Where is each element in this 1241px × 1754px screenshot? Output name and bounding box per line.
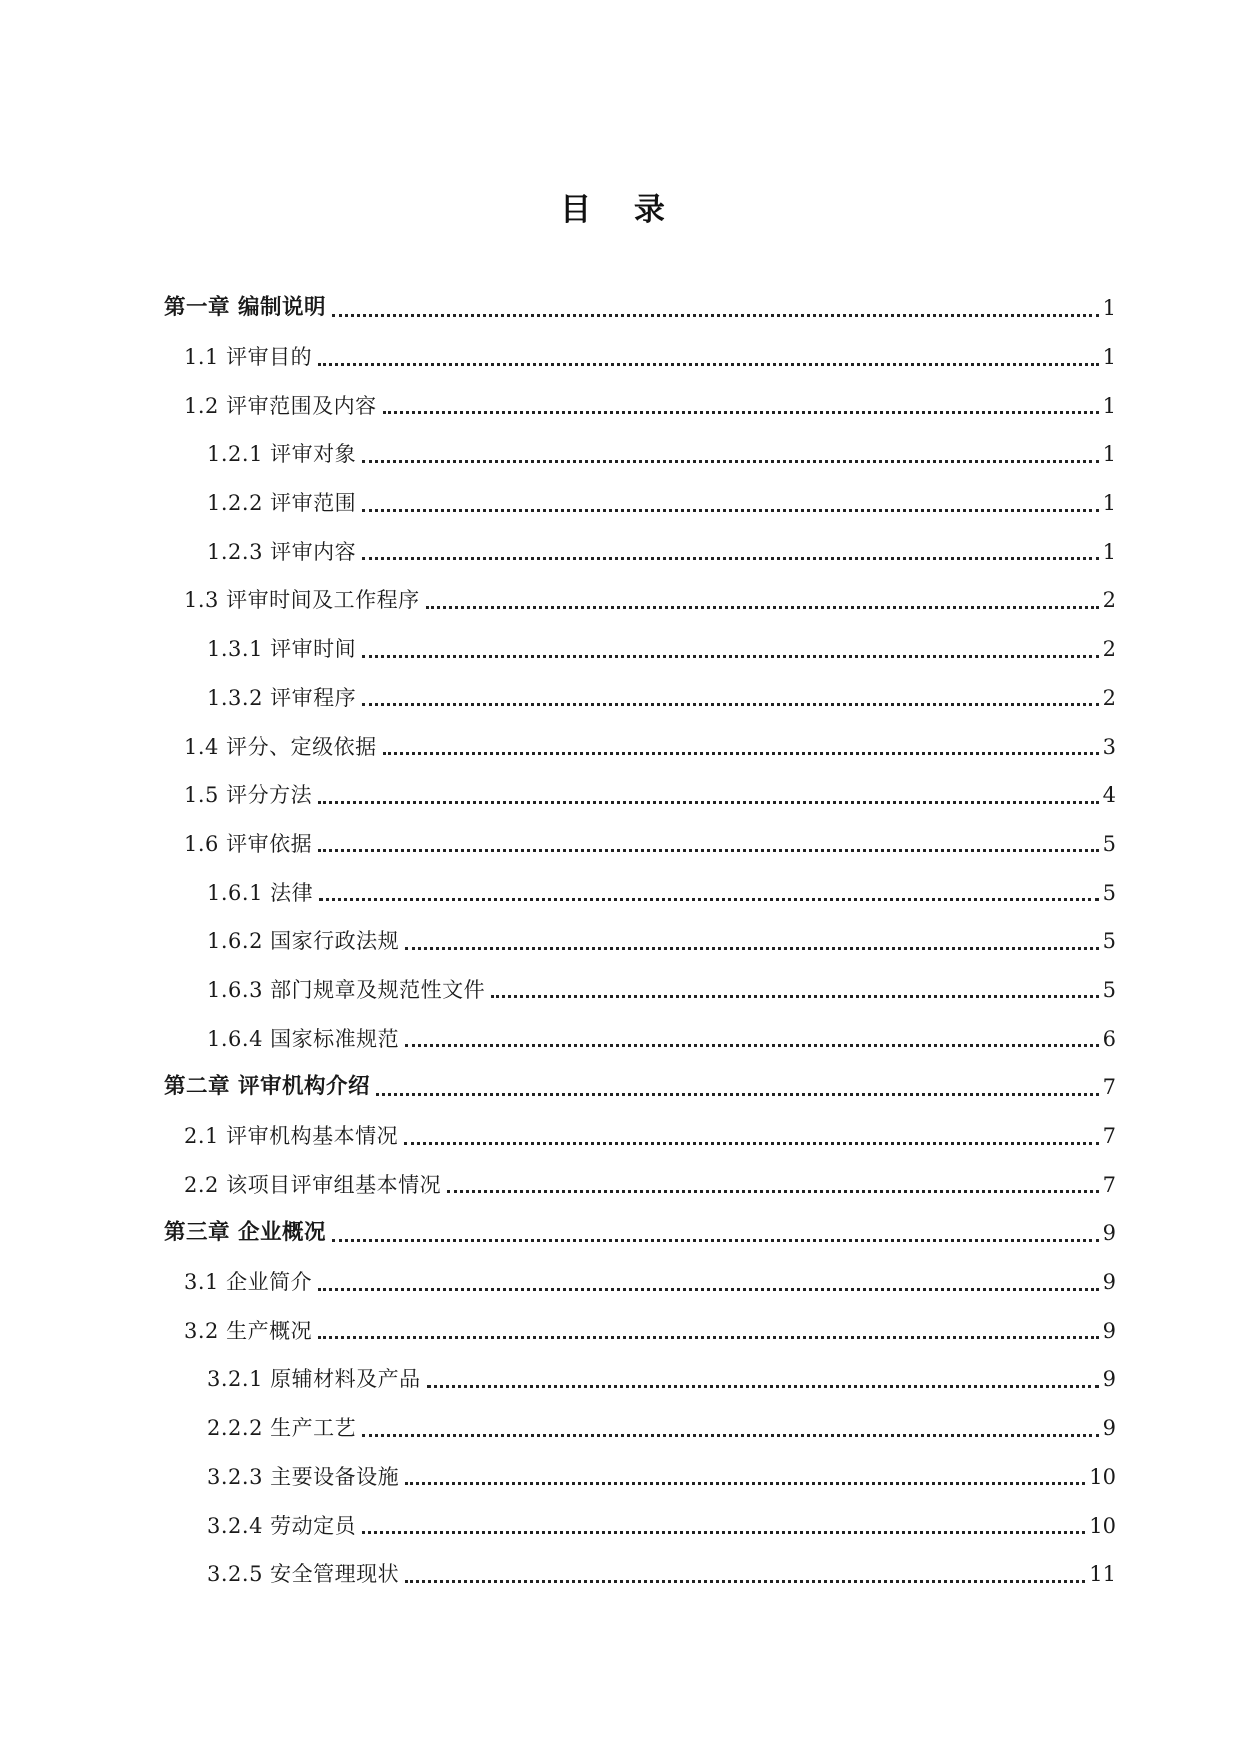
toc-page-number: 3	[1102, 734, 1116, 759]
toc-entry-text: 3.2.3 主要设备设施	[207, 1464, 400, 1489]
toc-entry[interactable]	[0, 1160, 1241, 1209]
toc-entry[interactable]	[0, 527, 1241, 576]
toc-dot-leader	[405, 1482, 1085, 1485]
toc-entry[interactable]	[0, 1209, 1241, 1258]
toc-dot-leader	[376, 1093, 1099, 1096]
toc-dot-leader	[362, 460, 1099, 463]
toc-dot-leader	[362, 1531, 1085, 1534]
toc-dot-leader	[383, 411, 1099, 414]
toc-entry[interactable]	[0, 1501, 1241, 1550]
toc-dot-leader	[447, 1190, 1099, 1193]
toc-page-number: 9	[1102, 1367, 1116, 1392]
toc-page-number: 7	[1102, 1172, 1116, 1197]
toc-dot-leader	[405, 1044, 1099, 1047]
toc-dot-leader	[318, 849, 1099, 852]
toc-entry[interactable]	[0, 625, 1241, 674]
toc-dot-leader	[383, 752, 1099, 755]
toc-dot-leader	[332, 1239, 1099, 1242]
toc-entry[interactable]	[0, 284, 1241, 333]
toc-entry[interactable]	[0, 1306, 1241, 1355]
toc-entry-text: 3.2.1 原辅材料及产品	[207, 1367, 421, 1392]
toc-entry-text: 第二章 评审机构介绍	[164, 1074, 370, 1100]
toc-page-number: 2	[1102, 685, 1116, 710]
toc-entry-text: 1.5 评分方法	[184, 783, 313, 808]
toc-entry[interactable]	[0, 917, 1241, 966]
toc-entry[interactable]	[0, 1014, 1241, 1063]
toc-dot-leader	[318, 1336, 1099, 1339]
toc-page-number: 4	[1102, 783, 1116, 808]
toc-dot-leader	[318, 801, 1099, 804]
toc-page-number: 9	[1102, 1318, 1116, 1343]
toc-entry-text: 1.6.1 法律	[207, 880, 314, 905]
toc-entry[interactable]	[0, 868, 1241, 917]
toc-entry[interactable]	[0, 1112, 1241, 1161]
toc-page-number: 5	[1102, 977, 1116, 1002]
toc-page-number: 10	[1089, 1513, 1116, 1538]
toc-dot-leader	[332, 314, 1099, 317]
toc-dot-leader	[319, 898, 1099, 901]
toc-entry-text: 3.2 生产概况	[184, 1318, 313, 1343]
toc-dot-leader	[362, 557, 1099, 560]
toc-page-number: 11	[1089, 1562, 1116, 1587]
toc-entry-text: 1.6.4 国家标准规范	[207, 1026, 400, 1051]
toc-entry-text: 1.6.2 国家行政法规	[207, 929, 400, 954]
toc-page-number: 1	[1102, 393, 1116, 418]
toc-page-number: 7	[1102, 1075, 1116, 1100]
toc-dot-leader	[362, 1434, 1099, 1437]
toc-dot-leader	[427, 1385, 1099, 1388]
toc-entry[interactable]	[0, 1063, 1241, 1112]
toc-page-number: 5	[1102, 880, 1116, 905]
toc-entry[interactable]	[0, 820, 1241, 869]
toc-entry[interactable]	[0, 381, 1241, 430]
toc-page-number: 1	[1102, 491, 1116, 516]
toc-title: 目 录	[560, 192, 681, 228]
toc-dot-leader	[318, 1288, 1099, 1291]
toc-entry-text: 1.6 评审依据	[184, 831, 313, 856]
toc-entry[interactable]	[0, 1355, 1241, 1404]
toc-entry-text: 1.3.1 评审时间	[207, 637, 357, 662]
toc-dot-leader	[318, 363, 1099, 366]
toc-entry-text: 1.1 评审目的	[184, 345, 313, 370]
toc-entry[interactable]	[0, 430, 1241, 479]
toc-entry[interactable]	[0, 1550, 1241, 1599]
toc-entry-text: 1.2 评审范围及内容	[184, 393, 377, 418]
toc-entry[interactable]	[0, 966, 1241, 1015]
toc-entry-text: 1.2.2 评审范围	[207, 491, 357, 516]
toc-page-number: 2	[1102, 588, 1116, 613]
toc-page-number: 9	[1102, 1221, 1116, 1246]
toc-entry[interactable]	[0, 576, 1241, 625]
toc-page-number: 6	[1102, 1026, 1116, 1051]
toc-page-number: 9	[1102, 1416, 1116, 1441]
toc-dot-leader	[426, 606, 1099, 609]
toc-entry-text: 1.6.3 部门规章及规范性文件	[207, 977, 486, 1002]
toc-dot-leader	[491, 995, 1099, 998]
toc-dot-leader	[404, 1142, 1099, 1145]
toc-entry-text: 第一章 编制说明	[164, 295, 326, 321]
toc-dot-leader	[405, 1580, 1085, 1583]
toc-page-number: 9	[1102, 1270, 1116, 1295]
toc-entry[interactable]	[0, 674, 1241, 723]
toc-entry-text: 1.3.2 评审程序	[207, 685, 357, 710]
toc-entry-text: 2.2.2 生产工艺	[207, 1416, 357, 1441]
toc-entry-text: 1.4 评分、定级依据	[184, 734, 377, 759]
toc-dot-leader	[362, 703, 1099, 706]
toc-dot-leader	[362, 509, 1099, 512]
toc-page-number: 1	[1102, 296, 1116, 321]
toc-entry-text: 2.1 评审机构基本情况	[184, 1124, 399, 1149]
toc-entry[interactable]	[0, 1258, 1241, 1307]
toc-entry[interactable]	[0, 1453, 1241, 1502]
toc-entry[interactable]	[0, 771, 1241, 820]
toc-page-number: 1	[1102, 442, 1116, 467]
toc-entry[interactable]	[0, 479, 1241, 528]
toc-entry-text: 1.2.1 评审对象	[207, 442, 357, 467]
toc-entry[interactable]	[0, 722, 1241, 771]
toc-page-number: 5	[1102, 929, 1116, 954]
toc-entry-text: 3.2.4 劳动定员	[207, 1513, 357, 1538]
toc-page-number: 5	[1102, 831, 1116, 856]
toc-dot-leader	[362, 655, 1099, 658]
toc-entry-text: 2.2 该项目评审组基本情况	[184, 1172, 442, 1197]
toc-page-number: 7	[1102, 1124, 1116, 1149]
toc-entry-text: 1.3 评审时间及工作程序	[184, 588, 420, 613]
toc-entry-text: 3.1 企业简介	[184, 1270, 313, 1295]
toc-entry-text: 第三章 企业概况	[164, 1220, 326, 1246]
toc-page-number: 1	[1102, 539, 1116, 564]
toc-entry[interactable]	[0, 333, 1241, 382]
toc-entry[interactable]	[0, 1404, 1241, 1453]
toc-entry-text: 3.2.5 安全管理现状	[207, 1562, 400, 1587]
toc-entry-text: 1.2.3 评审内容	[207, 539, 357, 564]
toc-page-number: 1	[1102, 345, 1116, 370]
table-of-contents	[0, 284, 1241, 1599]
toc-page-number: 10	[1089, 1464, 1116, 1489]
toc-dot-leader	[405, 947, 1099, 950]
toc-page-number: 2	[1102, 637, 1116, 662]
